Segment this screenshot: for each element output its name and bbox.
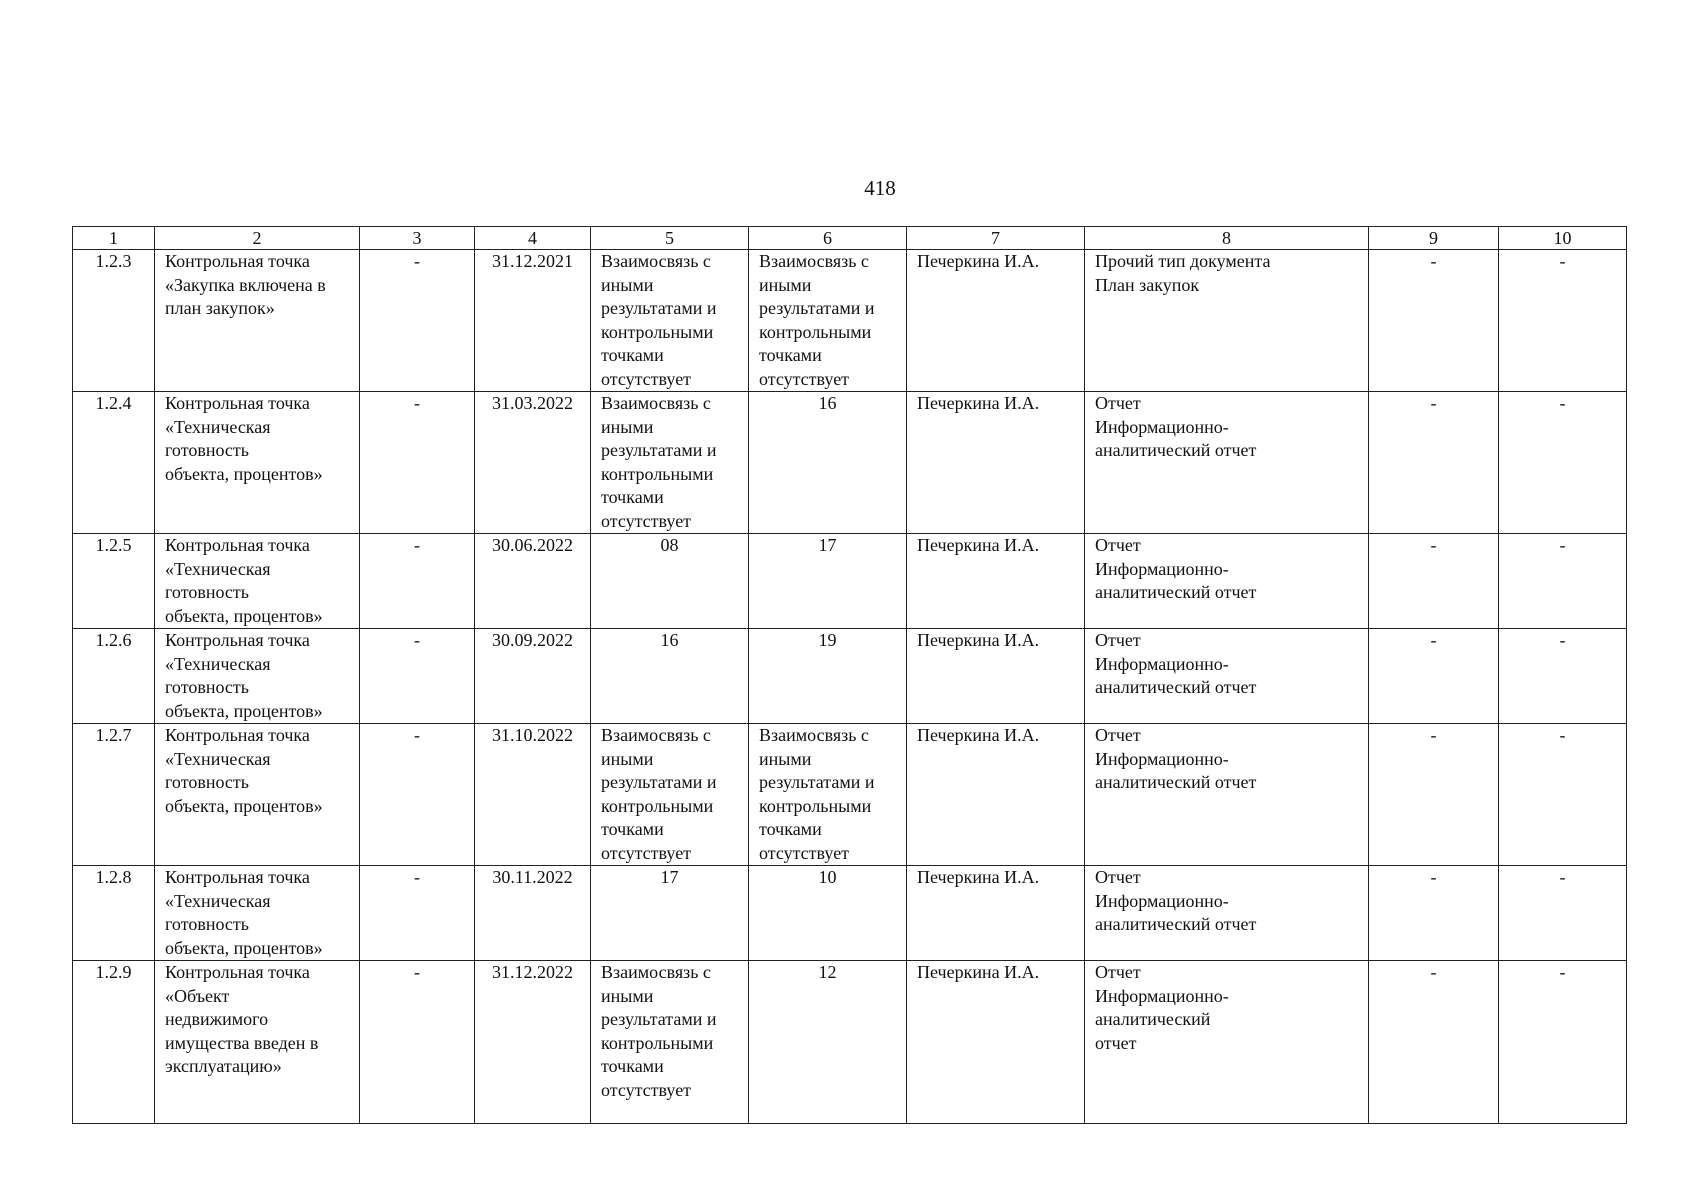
- responsible-person: Печеркина И.А.: [907, 866, 1085, 961]
- col-3-value: -: [360, 866, 475, 961]
- document-type: Отчет Информационно- аналитический отчет: [1085, 392, 1369, 534]
- table-row: [73, 866, 1627, 961]
- table-row: [73, 392, 1627, 534]
- col-3-value: -: [360, 534, 475, 629]
- date-cell: 31.12.2021: [475, 250, 591, 392]
- responsible-person: Печеркина И.А.: [907, 724, 1085, 866]
- document-type: Прочий тип документа План закупок: [1085, 250, 1369, 392]
- col-10-value: -: [1499, 392, 1627, 534]
- header-col-8: 8: [1085, 227, 1369, 250]
- col-5-value: Взаимосвязь с иными результатами и контрольными точками отсутствует: [591, 724, 749, 866]
- col-3-value: -: [360, 250, 475, 392]
- date-cell: 31.12.2022: [475, 961, 591, 1124]
- row-number: 1.2.7: [73, 724, 155, 866]
- col-3-value: -: [360, 724, 475, 866]
- col-9-value: -: [1369, 250, 1499, 392]
- header-col-4: 4: [475, 227, 591, 250]
- header-col-6: 6: [749, 227, 907, 250]
- col-6-value: 17: [749, 534, 907, 629]
- table-body: [73, 250, 1627, 1124]
- col-9-value: -: [1369, 866, 1499, 961]
- date-cell: 31.10.2022: [475, 724, 591, 866]
- col-6-value: Взаимосвязь с иными результатами и контрольными точками отсутствует: [749, 250, 907, 392]
- date-cell: 30.06.2022: [475, 534, 591, 629]
- date-cell: 31.03.2022: [475, 392, 591, 534]
- date-cell: 30.11.2022: [475, 866, 591, 961]
- col-5-value: 08: [591, 534, 749, 629]
- table-row: [73, 250, 1627, 392]
- row-number: 1.2.9: [73, 961, 155, 1124]
- row-number: 1.2.4: [73, 392, 155, 534]
- responsible-person: Печеркина И.А.: [907, 250, 1085, 392]
- date-cell: 30.09.2022: [475, 629, 591, 724]
- col-6-value: 16: [749, 392, 907, 534]
- col-9-value: -: [1369, 961, 1499, 1124]
- col-9-value: -: [1369, 629, 1499, 724]
- table-row: [73, 534, 1627, 629]
- control-point-name: Контрольная точка «Закупка включена в план закупок»: [155, 250, 360, 392]
- responsible-person: Печеркина И.А.: [907, 534, 1085, 629]
- col-6-value: Взаимосвязь с иными результатами и контрольными точками отсутствует: [749, 724, 907, 866]
- header-col-5: 5: [591, 227, 749, 250]
- col-10-value: -: [1499, 629, 1627, 724]
- table-header: [73, 227, 1627, 250]
- control-point-name: Контрольная точка «Техническая готовность объекта, процентов»: [155, 724, 360, 866]
- col-10-value: -: [1499, 250, 1627, 392]
- control-point-name: Контрольная точка «Техническая готовность объекта, процентов»: [155, 392, 360, 534]
- header-col-10: 10: [1499, 227, 1627, 250]
- col-10-value: -: [1499, 961, 1627, 1124]
- col-5-value: 17: [591, 866, 749, 961]
- page-number: 418: [864, 176, 896, 200]
- row-number: 1.2.8: [73, 866, 155, 961]
- row-number: 1.2.3: [73, 250, 155, 392]
- col-6-value: 19: [749, 629, 907, 724]
- control-point-name: Контрольная точка «Техническая готовность объекта, процентов»: [155, 629, 360, 724]
- col-3-value: -: [360, 629, 475, 724]
- row-number: 1.2.5: [73, 534, 155, 629]
- header-col-3: 3: [360, 227, 475, 250]
- col-5-value: Взаимосвязь с иными результатами и контрольными точками отсутствует: [591, 961, 749, 1124]
- col-5-value: Взаимосвязь с иными результатами и контрольными точками отсутствует: [591, 250, 749, 392]
- document-type: Отчет Информационно- аналитический отчет: [1085, 629, 1369, 724]
- col-3-value: -: [360, 392, 475, 534]
- document-type: Отчет Информационно- аналитический отчет: [1085, 534, 1369, 629]
- col-3-value: -: [360, 961, 475, 1124]
- responsible-person: Печеркина И.А.: [907, 961, 1085, 1124]
- col-6-value: 12: [749, 961, 907, 1124]
- responsible-person: Печеркина И.А.: [907, 392, 1085, 534]
- col-9-value: -: [1369, 392, 1499, 534]
- document-type: Отчет Информационно- аналитический отчет: [1085, 724, 1369, 866]
- responsible-person: Печеркина И.А.: [907, 629, 1085, 724]
- col-10-value: -: [1499, 866, 1627, 961]
- header-col-2: 2: [155, 227, 360, 250]
- document-type: Отчет Информационно- аналитический отчет: [1085, 961, 1369, 1124]
- col-9-value: -: [1369, 534, 1499, 629]
- table-row: [73, 724, 1627, 866]
- control-point-name: Контрольная точка «Техническая готовность объекта, процентов»: [155, 866, 360, 961]
- col-5-value: Взаимосвязь с иными результатами и контрольными точками отсутствует: [591, 392, 749, 534]
- header-col-7: 7: [907, 227, 1085, 250]
- control-point-name: Контрольная точка «Объект недвижимого имущества введен в эксплуатацию»: [155, 961, 360, 1124]
- control-point-name: Контрольная точка «Техническая готовность объекта, процентов»: [155, 534, 360, 629]
- col-5-value: 16: [591, 629, 749, 724]
- col-6-value: 10: [749, 866, 907, 961]
- col-9-value: -: [1369, 724, 1499, 866]
- control-points-table: [72, 226, 1627, 1124]
- col-10-value: -: [1499, 724, 1627, 866]
- col-10-value: -: [1499, 534, 1627, 629]
- header-col-9: 9: [1369, 227, 1499, 250]
- header-col-1: 1: [73, 227, 155, 250]
- row-number: 1.2.6: [73, 629, 155, 724]
- table-row: [73, 961, 1627, 1124]
- document-type: Отчет Информационно- аналитический отчет: [1085, 866, 1369, 961]
- table-row: [73, 629, 1627, 724]
- header-row: [73, 227, 1627, 250]
